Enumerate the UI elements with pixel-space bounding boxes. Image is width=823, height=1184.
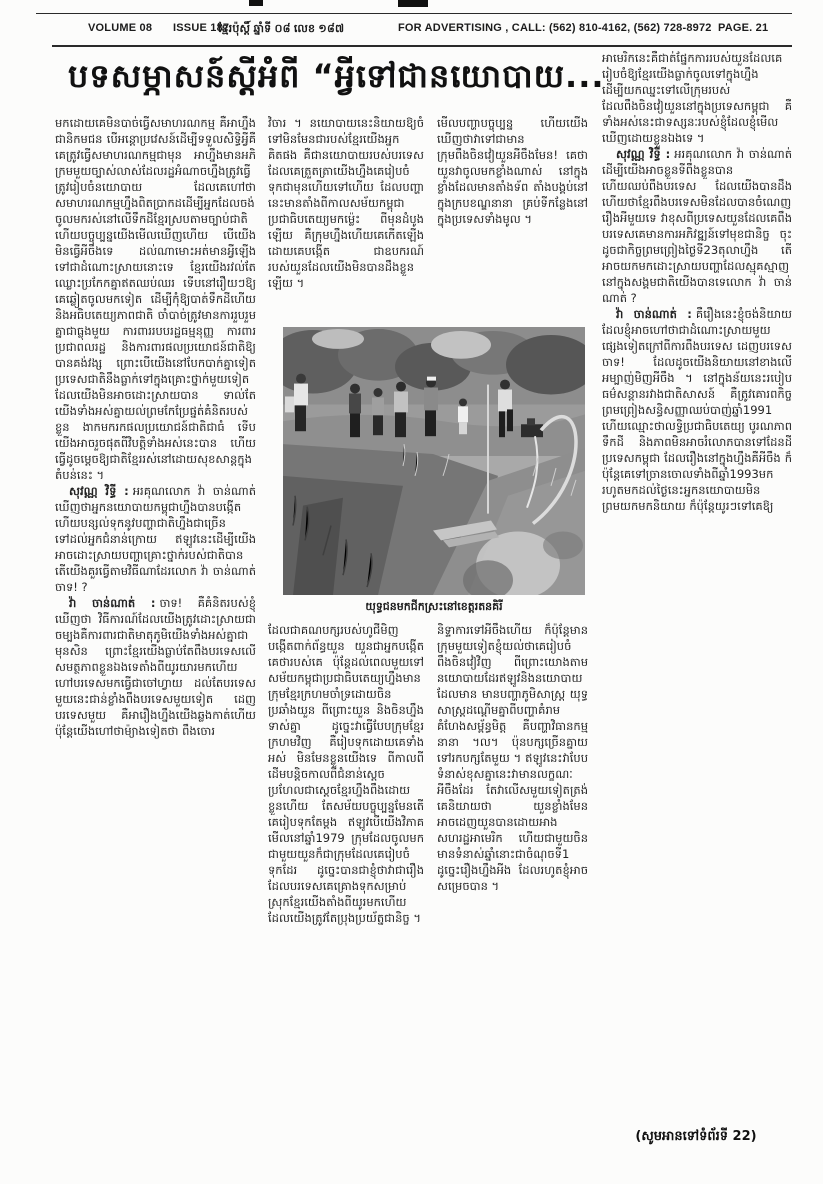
interview-question — [602, 146, 792, 306]
print-artifact — [249, 0, 263, 6]
article-column-2-top — [268, 115, 424, 325]
speaker-label-interviewee: វ៉ា ចាន់ណាត់ : — [69, 596, 156, 610]
photo-caption: យុទ្ធជនមកជីកស្រះនៅខេត្តរតនគិរី — [365, 600, 503, 613]
question-text: អរគុណលោក វ៉ា ចាន់ណាត់ ឃើញថាអ្នកនយោបាយកម្ពុជាហ្នឹងបានបង្កើត ហើយបន្សល់ទុកនូវបញ្ហាជាតិហ្នឹងជាច្រើនទៅដល់អ្នកជំនាន់ក្រោយ ឥឡូវនេះដើម្បីយើងអាចដោះស្រាយបញ្ហាគ្រោះថ្នាក់របស់ជាតិបាន តើយើងគួរធ្វើតាមវិធីណាដែរលោក វ៉ា ចាន់ណាត់ ចាទ! ? — [55, 484, 256, 594]
body-paragraph: វិចារ ។ នយោបាយនេះនិយាយឱ្យចំទៅមិនមែនជារបស់ខ្មែរយើងអ្នកគិតផង គឺជានយោបាយរបស់បរទេសដែលគេត្រួតត្រាយើងហ្នឹងគេរៀបចំទុកជាមុនហើយទៅហើយ ដែលបញ្ហានេះមានតាំងពីកាលសម័យកម្ពុជាប្រជាធិបតេយ្យមកម្ល៉េះ ពីមុនដំបូងឡើយ គឺក្រុមហ្នឹងហើយគេកើតឡើងដោយគេបង្កើត ជាឧបករណ៍របស់យួនដែលយើងមិនបានដឹងខ្លួនឡើយ ។ — [268, 116, 424, 290]
masthead-top-rule — [36, 13, 792, 14]
article-column-4 — [602, 50, 792, 1126]
masthead-volume: VOLUME 08 — [88, 22, 153, 34]
masthead-advertising-line: FOR ADVERTISING , CALL: (562) 810-4162, (562) 728-8972 — [398, 22, 712, 34]
interview-question — [55, 483, 256, 595]
print-artifact — [398, 0, 428, 7]
masthead-khmer-edition: ខ្មែរប៉ុស្ដិ៍ ឆ្នាំទី ០៨ លេខ ១៨៧ — [218, 23, 345, 35]
news-photo-illustration — [283, 327, 585, 595]
masthead-bottom-rule — [52, 45, 792, 47]
masthead-page-number: PAGE. 21 — [718, 22, 769, 34]
body-paragraph: មកដោយគេមិនបាច់ធ្វើសមាហរណកម្ម គឺអាហ្នឹងជានិកមជន បើអន្តោប្រវេសន៍ដើម្បីទទួលសិទ្ធិអ្វីគឺគេត្រូវធ្វើសមាហរណកម្មជាមុន អាហ្នឹងមានអភិក្រមមួយច្បាស់លាស់ដែលរដ្ឋអំណាចហ្នឹងត្រូវធ្វើ ត្រូវរៀបចំនយោបាយ ដែលគេហៅថាសមាហរណកម្មហ្នឹងពិតប្រាកដដើម្បីអ្នកដែលចង់ចូលមករស់នៅលើទឹកដីខ្មែរស្របតាមច្បាប់ជាតិ ហើយបច្ចុប្បន្នយើងមើលឃើញហើយ បើយើងមិនធ្វើអីចឹងទេ ដល់ណាមោះអត់មានអ្វីឡើងទៅជាដំណោះស្រាយនោះទេ ខ្មែរយើងរវល់តែឈ្លោះប្រកែកគ្នាឥតឈប់ឈរ ទើបនៅរឿយៗឱ្យគេឆ្លៀតចូលមកទៀត ដើម្បីកុំឱ្យបាត់ទឹកដីហើយនិងអធិបតេយ្យភាពជាតិ ចាំបាច់ត្រូវមានការរួបរួមគ្នាជាធ្លុងមួយ ការពាររបបរដ្ឋធម្មនុញ្ញ ការពារប្រជាពលរដ្ឋ និងការពារផលប្រយោជន៍ជាតិឱ្យបានគង់វង្ស ព្រោះបើយើងនៅបែកបាក់គ្នាទៀត ប្រទេសជាតិនឹងធ្លាក់ទៅក្នុងគ្រោះថ្នាក់មួយទៀតដែលយើងមិនអាចដោះស្រាយបាន ទាល់តែយើងទាំងអស់គ្នាយល់ព្រមកែប្រែផ្នត់គំនិតរបស់ខ្លួន ងាកមករកផលប្រយោជន៍ជាតិជាធំ ទើបយើងអាចរួចផុតពីវិបត្តិទាំងអស់នេះបាន ហើយធ្វើដូចម្តេចឱ្យជាតិខ្មែររស់នៅដោយសុខសាន្តក្នុងតំបន់នេះ ។ — [55, 116, 256, 482]
interview-answer — [55, 595, 256, 739]
question-text: អរគុណលោក វ៉ា ចាន់ណាត់ ដើម្បីយើងអាចខ្លួនទីពឹងខ្លួនបាន ហើយឈប់ពឹងបរទេស ដែលយើងបានដឹងហើយថាខ្មែរពឹងបរទេសមិនដែលបានចំណេញរឿងអីមួយទេ វាខុសពីប្រទេសយួនដែលគេពឹងបរទេសគេមានការអភិវឌ្ឍន៍ទៅមុខជានិច្ច ចុះដូចជាកិច្ចព្រមព្រៀងថ្ងៃទី23តុលាហ្នឹង តើអាចយកមកដោះស្រាយបញ្ហាដែលស្មុគស្មាញនៅក្នុងសង្គមជាតិយើងបានទេលោក វ៉ា ចាន់ណាត់ ? — [602, 147, 792, 305]
interview-answer — [602, 306, 792, 514]
speaker-label-interviewer: សុវណ្ណ វិទ្ធី : — [69, 484, 129, 498]
masthead-issue: ISSUE 187 — [173, 22, 230, 34]
body-paragraph: អាមេរិកនេះគឺជាត់ផ្នែកការរបស់យួនដែលគេរៀបចំឱ្យខ្មែរយើងធ្លាក់ចូលទៅក្នុងហ្នឹងដើម្បីយកឈ្នះទៅលើក្រុមរបស់ដែលពឹងចិនវៀយួននៅក្នុងប្រទេសកម្ពុជា គឺទាំងអស់នេះជាទស្សនៈរបស់ខ្ញុំដែលខ្ញុំមើលឃើញដោយខ្លួនឯងទេ ។ — [602, 51, 792, 145]
answer-text: គឺរឿងនេះខ្ញុំចង់និយាយ ដែលខ្ញុំអាចហៅថាជាដំណោះស្រាយមួយផ្សេងទៀតក្រៅពីការពឹងបរទេស ដេញបរទេស ចាទ! ដែលដូចយើងនិយាយនៅខាងលើអម្បាញ់មិញអីចឹង ។ នៅក្នុងន័យនេះរបៀបធម៌សន្តានរវាងជាតិសាសន៍ គឺត្រូវគោរពកិច្ចព្រមព្រៀងសន្ធិសញ្ញាឈប់បាញ់ឆ្នាំ1991 ហើយឈ្មោះថាលទ្ធិប្រជាធិបតេយ្យ បូរណភាពទឹកដី និងភាពមិនអាចរំលោភបានទៅដែនដីប្រទេសកម្ពុជា ដែលរឿងនៅក្នុងហ្នឹងគឺអីចឹង ក៏ប៉ុន្តែគេទៅច្រានចោលទាំងពីឆ្នាំ1993មក រហូតមកដល់ថ្ងៃនេះអ្នកនយោបាយមិនព្រមយកមកនិយាយ ក៏ប៉ុន្តែយូរៗទៅគេឱ្យ — [602, 307, 792, 513]
speaker-label-interviewee: វ៉ា ចាន់ណាត់ : — [616, 307, 692, 321]
body-paragraph: និទ្ទាការទៅអីចឹងហើយ ក៏ប៉ុន្តែមានក្រុមមួយទៀតខ្ញុំយល់ថាគេរៀបចំ ពឹងចិនវៀវិញ ពីព្រោះយោងតាមនយោបាយដែរឥឡូវនិងនយោបាយដែលមាន មានបញ្ហាភូមិសាស្ត្រ យុទ្ធសាស្ត្រដណ្ដើមគ្នាពីបញ្ហាគំរាមគំហែងសម្ព័ន្ធមិត្ត គឺបញ្ហាវិធានកម្មនានា ។ល។ ប៉ុនបក្សច្រើនគ្នាយទៅរកបក្សតែមួយ ។ ឥឡូវនេះវាបែបទំនាស់ខុសគ្នានេះវាមានលក្ខណៈអីចឹងដែរ តែវាលើសមួយទៀតត្រង់គេនិយាយថា យួនខ្លាំងមែនអាចដេញយួនបានដោយអាងសហរដ្ឋអាមេរិក ហើយជាមួយចិនមានទំនាស់ឆ្នាំនោះជាចំណុចទី1 ដូច្នេះរឿងហ្នឹងអីង ដែលរហូតខ្ញុំអាចសម្រេចបាន ។ — [437, 623, 588, 893]
article-column-3-top — [437, 115, 588, 325]
continued-on-page-note: (សូមអានទៅទំព័រទី 22) — [635, 1129, 757, 1144]
speaker-label-interviewer: សុវណ្ណ វិទ្ធី : — [616, 147, 671, 161]
answer-text: ចាទ! គឺគំនិតរបស់ខ្ញុំឃើញថា វិធីការណ៍ដែលយើងត្រូវដោះស្រាយជាចម្បងគឺការពារជាតិមាតុភូមិយើងទាំងអស់គ្នាជាមុនសិន ព្រោះខ្មែរយើងធ្លាប់តែពឹងបរទេសលើសមត្ថភាពខ្លួនឯងទេតាំងពីយូរយារមកហើយ ហៅបរទេសមកធ្វើជាចៅហ្វាយ ដល់តែបរទេសមួយនេះជាន់ខ្លាំងពឹងបរទេសមួយទៀត ដេញបរទេសមួយ គឺអារឿងហ្នឹងយើងឆ្លងកាត់ហើយ ប៉ុន្តែយើងហៅថាម៉្យាងទៀតថា ពឹងចោរ — [55, 596, 256, 738]
news-photo — [283, 327, 585, 595]
article-column-3-bottom — [437, 622, 588, 1167]
body-paragraph: មើលបញ្ហាបច្ចុប្បន្ន ហើយយើងឃើញថាវាទៅជាមានក្រុមពឹងចិនវៀយួនអីចឹងមែន! គេថា យួនវាចូលមកខ្លាំងណាស់ នៅក្នុងខ្លាំងដែលមានតាំងទ័ព តាំងបង្គប់នៅក្នុងក្របខណ្ឌនានា គ្រប់ទីកន្លែងនៅក្នុងប្រទេសទាំងមូល ។ — [437, 116, 588, 226]
body-paragraph: ដែលជាគណបក្សរបស់ហូជីមិញបង្កើតពាក់ព័ន្ធយួន យួនជាអ្នកបង្កើតគេថារបស់គេ ប៉ុន្តែដល់ពេលមួយទៅសម័យកម្ពុជាប្រជាធិបតេយ្យហ្នឹងមានក្រុមខ្មែរក្រហមចាំទ្រដោយចិនប្រឆាំងយួន ពីព្រោះយួន និងចិនហ្នឹងទាស់គ្នា ដូច្នេះវាធ្វើបែបក្រុមខ្មែរក្រហមវិញ គឺរៀបទុកដោយគេទាំងអស់ មិនមែនខ្លួនយើងទេ ពីកាលពីដើមបន្តិចកាលពីជំនាន់ស្ដេច ប្រហែលជាស្ដេចខ្មែរហ្នឹងពឹងដោយខ្លួនហើយ តែសម័យបច្ចុប្បន្នមែនតើ គេរៀបទុកតែម្តង ឥឡូវបើយើងវិភាគមើលនៅឆ្នាំ1979 ក្រុមដែលចូលមកជាមួយយួនក៏ជាក្រុមដែលគេរៀបចំទុកដែរ ដូច្នេះបានជាខ្ញុំថាវាជារឿងដែលបរទេសគេគ្រោងទុកសម្រាប់ស្រុកខ្មែរយើងតាំងពីយូរមកហើយ ដែលយើងត្រូវតែប្រុងប្រយ័ត្នជានិច្ច ។ — [268, 623, 424, 925]
article-column-1 — [55, 115, 256, 1167]
article-headline: បទសម្ភាសន៍ស្ដីអំពី “អ្វីទៅជានយោបាយ... — [68, 57, 605, 95]
article-column-2-bottom — [268, 622, 424, 1167]
